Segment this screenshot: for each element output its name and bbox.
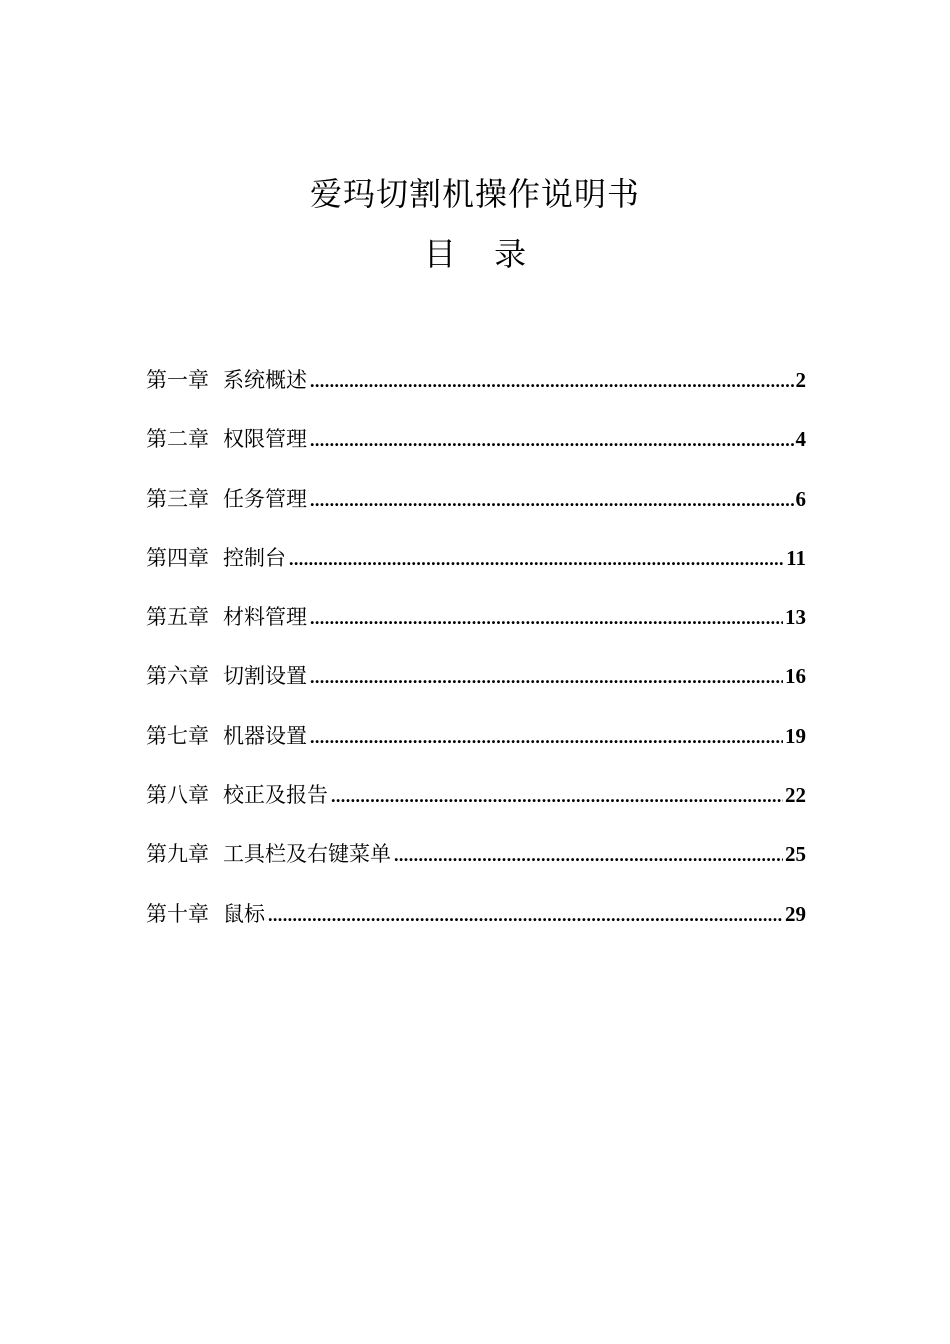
document-title: 爱玛切割机操作说明书 (309, 175, 640, 213)
toc-chapter-number: 第三章 (146, 486, 209, 511)
toc-leader-dots (310, 660, 783, 694)
toc-entry-10[interactable] (146, 897, 806, 956)
toc-chapter-number: 第七章 (146, 723, 209, 748)
toc-page-number: 4 (795, 427, 806, 452)
toc-chapter-name: 任务管理 (223, 486, 307, 511)
toc-chapter-name: 鼠标 (223, 901, 265, 926)
toc-page-number: 25 (785, 842, 806, 867)
toc-chapter-number: 第一章 (146, 368, 209, 392)
toc-entry-2[interactable] (146, 422, 806, 481)
toc-entry-9[interactable] (146, 837, 806, 896)
toc-page-number: 13 (785, 605, 806, 630)
toc-chapter-name: 系统概述 (223, 368, 307, 392)
toc-chapter-name: 控制台 (223, 545, 286, 570)
toc-page-number: 22 (785, 783, 806, 808)
toc-chapter-number: 第五章 (146, 605, 209, 630)
toc-entry-8[interactable] (146, 778, 806, 837)
table-of-contents (146, 363, 806, 956)
toc-chapter-name: 机器设置 (223, 723, 307, 748)
toc-entry-1[interactable] (146, 363, 806, 422)
toc-entry-7[interactable] (146, 719, 806, 778)
toc-heading: 目 录 (423, 235, 527, 273)
toc-leader-dots (394, 838, 783, 872)
toc-chapter-name: 切割设置 (223, 664, 307, 689)
toc-leader-dots (268, 898, 783, 932)
toc-page-number: 19 (785, 723, 806, 748)
toc-leader-dots (331, 779, 783, 813)
toc-leader-dots (310, 483, 794, 517)
toc-leader-dots (289, 542, 784, 576)
toc-chapter-number: 第二章 (146, 427, 209, 452)
toc-page-number: 29 (785, 901, 806, 926)
toc-entry-5[interactable] (146, 600, 806, 659)
toc-chapter-number: 第四章 (146, 545, 209, 570)
toc-chapter-name: 权限管理 (223, 427, 307, 452)
toc-chapter-name: 材料管理 (223, 605, 307, 630)
toc-page-number: 16 (785, 664, 806, 689)
toc-chapter-name: 工具栏及右键菜单 (223, 842, 391, 867)
toc-entry-4[interactable] (146, 541, 806, 600)
toc-page-number: 2 (795, 368, 806, 392)
toc-chapter-number: 第六章 (146, 664, 209, 689)
toc-entry-6[interactable] (146, 659, 806, 718)
toc-chapter-number: 第九章 (146, 842, 209, 867)
toc-page-number: 6 (795, 486, 806, 511)
toc-chapter-number: 第十章 (146, 901, 209, 926)
toc-leader-dots (310, 423, 794, 457)
toc-chapter-number: 第八章 (146, 783, 209, 808)
toc-entry-3[interactable] (146, 482, 806, 541)
toc-leader-dots (310, 364, 794, 398)
toc-leader-dots (310, 720, 783, 754)
toc-chapter-name: 校正及报告 (223, 783, 328, 808)
toc-leader-dots (310, 601, 783, 635)
toc-page-number: 11 (786, 545, 806, 570)
